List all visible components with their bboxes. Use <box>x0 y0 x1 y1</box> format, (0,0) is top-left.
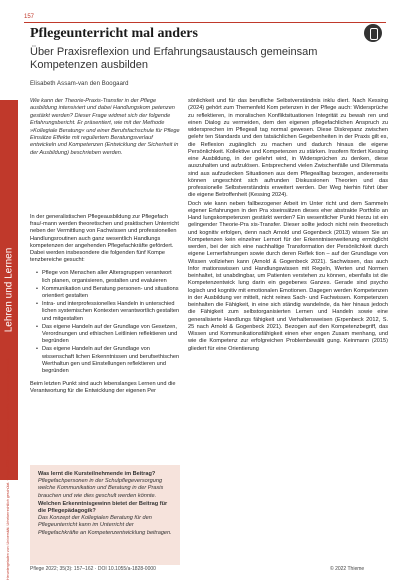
outro-paragraph: Beim letzten Punkt sind auch lebenslanges Lernen und die Verantwortung für die Entwicklung der eigenen Per <box>30 381 176 395</box>
download-notice-text: Heruntergeladen von: Universität. Urheberrechtlich geschützt. · Pflege 2022 · Heruntergeladen von: Universität. Urheberrechtlich geschützt. <box>6 357 10 580</box>
summary-answer: Pflegefachpersonen in der Schulpflegeversorgung welche Kommunikation und Beratung in der Praxis brauchen und wie dies geschult werden könnte. <box>38 478 164 499</box>
list-item: • Intra- und interprofessionelles Handeln in unterschied lichen systemischen Kontexten verantwortlich gestalten und mitgestalten <box>36 301 180 323</box>
body-right-column <box>188 98 388 354</box>
publisher-logo-icon <box>364 24 382 42</box>
list-item: • Kommunikation und Beratung personen- und situations orientiert gestalten <box>36 286 180 300</box>
header-rule <box>24 22 386 23</box>
summary-question: Welchen Erkenntnisgewinn bietet der Beitrag für die Pflegepädagogik? <box>38 500 168 515</box>
body-left-column <box>30 214 180 402</box>
intro-paragraph: In der generalistischen Pflegeausbildung zur Pflegefach frau/-mann werden theoretischen und praktischen Unterricht neben der Vermittlung von Fachwissen und professionellen Handlungsroutinen auch ganz wesentlich Handlungs kompetenzen der angehenden Pflegefachkräfte gefördert. Dabei werden insbesondere die folgenden fünf Kompe tenzbereiche gesucht: <box>30 214 179 264</box>
list-item: • Pflege von Menschen aller Altersgruppen verantwort lich planen, organisieren, gestalten und evaluieren <box>36 270 180 284</box>
article-subtitle: Über Praxisreflexion und Erfahrungsaustausch gemeinsam Kompetenzen ausbilden <box>30 46 318 71</box>
section-tab-label: Lehren und Lernen <box>3 247 15 333</box>
summary-box <box>30 465 180 565</box>
footer-copyright: © 2022 Thieme <box>330 566 365 572</box>
competence-list <box>30 270 180 375</box>
body-paragraph: sönlichkeit und für das berufliche Selbstverständnis inklu diert. Nach Kessing (2024) gehört zum Themenfeld Kom petenzen in der Pflege auch: Widersprüche zu reflektieren, in moralischen Konfliktsituationen Integrität zu bewah ren und einen Dialog zu vermeiden, dem den eigenen pflegefachlichen Anspruch zu widersprechen im Pflegeall tag normal gewesen. Diese Diskrepanz zwischen gelehr ten Standards und den tatsächlichen Gegebenheiten in der Praxis gilt es, die Reflexion zugänglich zu machen und dadurch hinaus die eigene Persönlichkeit. Kollektive und Kompetenzen zu stärken. Insofern fördert Kessing eine Ausbildung, in der gelehrt wird, in Widersprüchen zu denken, diese auszuhalten und aufzulösen. Entsprechend vielen Zwischenfälle und Dilemmata sind aus aufzudecken Situationen aus dem Pflegealltag bezogen, andererseits können ungeschönt sich aufrunden Diskussionen Theorien und das professionelle Selbstverständnis erweitert werden. Der Weg hierhin führt über die eigene Betroffenheit (Kessing 2024). <box>188 98 388 199</box>
list-item: • Das eigene Handeln auf der Grundlage von Gesetzen, Verordnungen und ethischen Leitlinien reflektieren und begründen <box>36 324 180 346</box>
list-item: • Das eigene Handeln auf der Grundlage von wissenschaft lichen Erkenntnissen und berufsethischen Werthaltun gen und Einstellungen reflektieren und begründen <box>36 346 180 375</box>
download-notice <box>3 20 9 580</box>
article-title: Pflegeunterricht mal anders <box>30 26 198 41</box>
article-authors: Elisabeth Assam-van den Boogaard <box>30 81 129 87</box>
body-paragraph: Doch wie kann neben fallbezogener Arbeit im Unter richt und dem Sammeln eigener Erfahrungen in den Pra xiseinsätzen dieses eher abstrakte Portfolio an Hand lungskompetenzen gestärkt werden? Ein wesentlicher Punkt hierzu ist ein gelingender Theorie-Pra xis-Transfer. Dieser sollte jedoch nicht rein theoretisch und kognitiv erfolgen, denn nach Arnold und Gogenbeck (2013) wissen Sie an Kompetenzen kein einzelner Lernort für der Erkenntniserweiterung ermöglicht werden, bei der sich eine nachhaltige Transformation der Persönlichkeit durch eigene Lernerfahrungen sowie durch deren Reflek tion – auf der Grundlage von Wissen vollziehen kann (Arnold & Gogenbeck 2021). Sachwissen, das auch Infor mationswissen und Handlungswissen mit Regeln, Werten und Normen beinhaltet, ist unabdingbar, um Patienten verstehen zu können, ebenfalls ist die Kompetenzentwick lung darin ein gegebenes Ganzes. Gerade sind psycho logisch und kognitiv mit emotionalen Emotionen. Dagegen werden Kompetenzen in der Ausbildung ver mittelt, nicht reines Sach- und Fachwissen. Kompetenzen beinhalten die Fähigkeit, in eine sich ständig wandelnde, da hier hinaus jedoch die Fähigkeit zum selbstorganisierten Lernen und Handeln sowie eine generalisierte Handlungs fähigkeit und Verhaltensweisen (Erpenbeck 2012, S. 25 nach Arnold & Gogenbeck 2021). Bezogen auf den Kompetenzbegriff, das Wissen und Kommunikationsfähigkeit einen eher engen Zusam menhang, und wie die Kompetenz zur erfolgreichen Problembewälti gung. Keinmann (2015) gliedert für eine Orientierung <box>188 200 388 352</box>
summary-question: Was lernt die Kursteilnehmende im Beitrag? <box>38 471 156 477</box>
footer-citation: Pflege 2022; 35(3): 157–162 · DOI 10.1055/a-1828-0000 <box>30 566 156 572</box>
summary-answer: Das Konzept der Kollegialen Beratung für den Pflegeunterricht kann im Unterricht der Pflegefachkräfte an Kompetenzentwicklung beitragen. <box>38 515 172 536</box>
page-number: 157 <box>24 14 35 20</box>
article-abstract: Wie kann der Theorie-Praxis-Transfer in der Pflege ausbildung intensiviert und dabei Handlungskom petenzen gestärkt werden? Dieser Frage widmet sich der folgende Erfahrungsbericht. Er präsentiert, wie mit der Methode »Kollegiale Beratung« und einer Berufsfachschule für Pflege Einsätze Effekte mit reguliertem Beratungsverlauf entwickeln und Kompetenzen (Entwicklung der Sicherheit in der Ausbildung) beschrieben werden. <box>30 98 180 156</box>
